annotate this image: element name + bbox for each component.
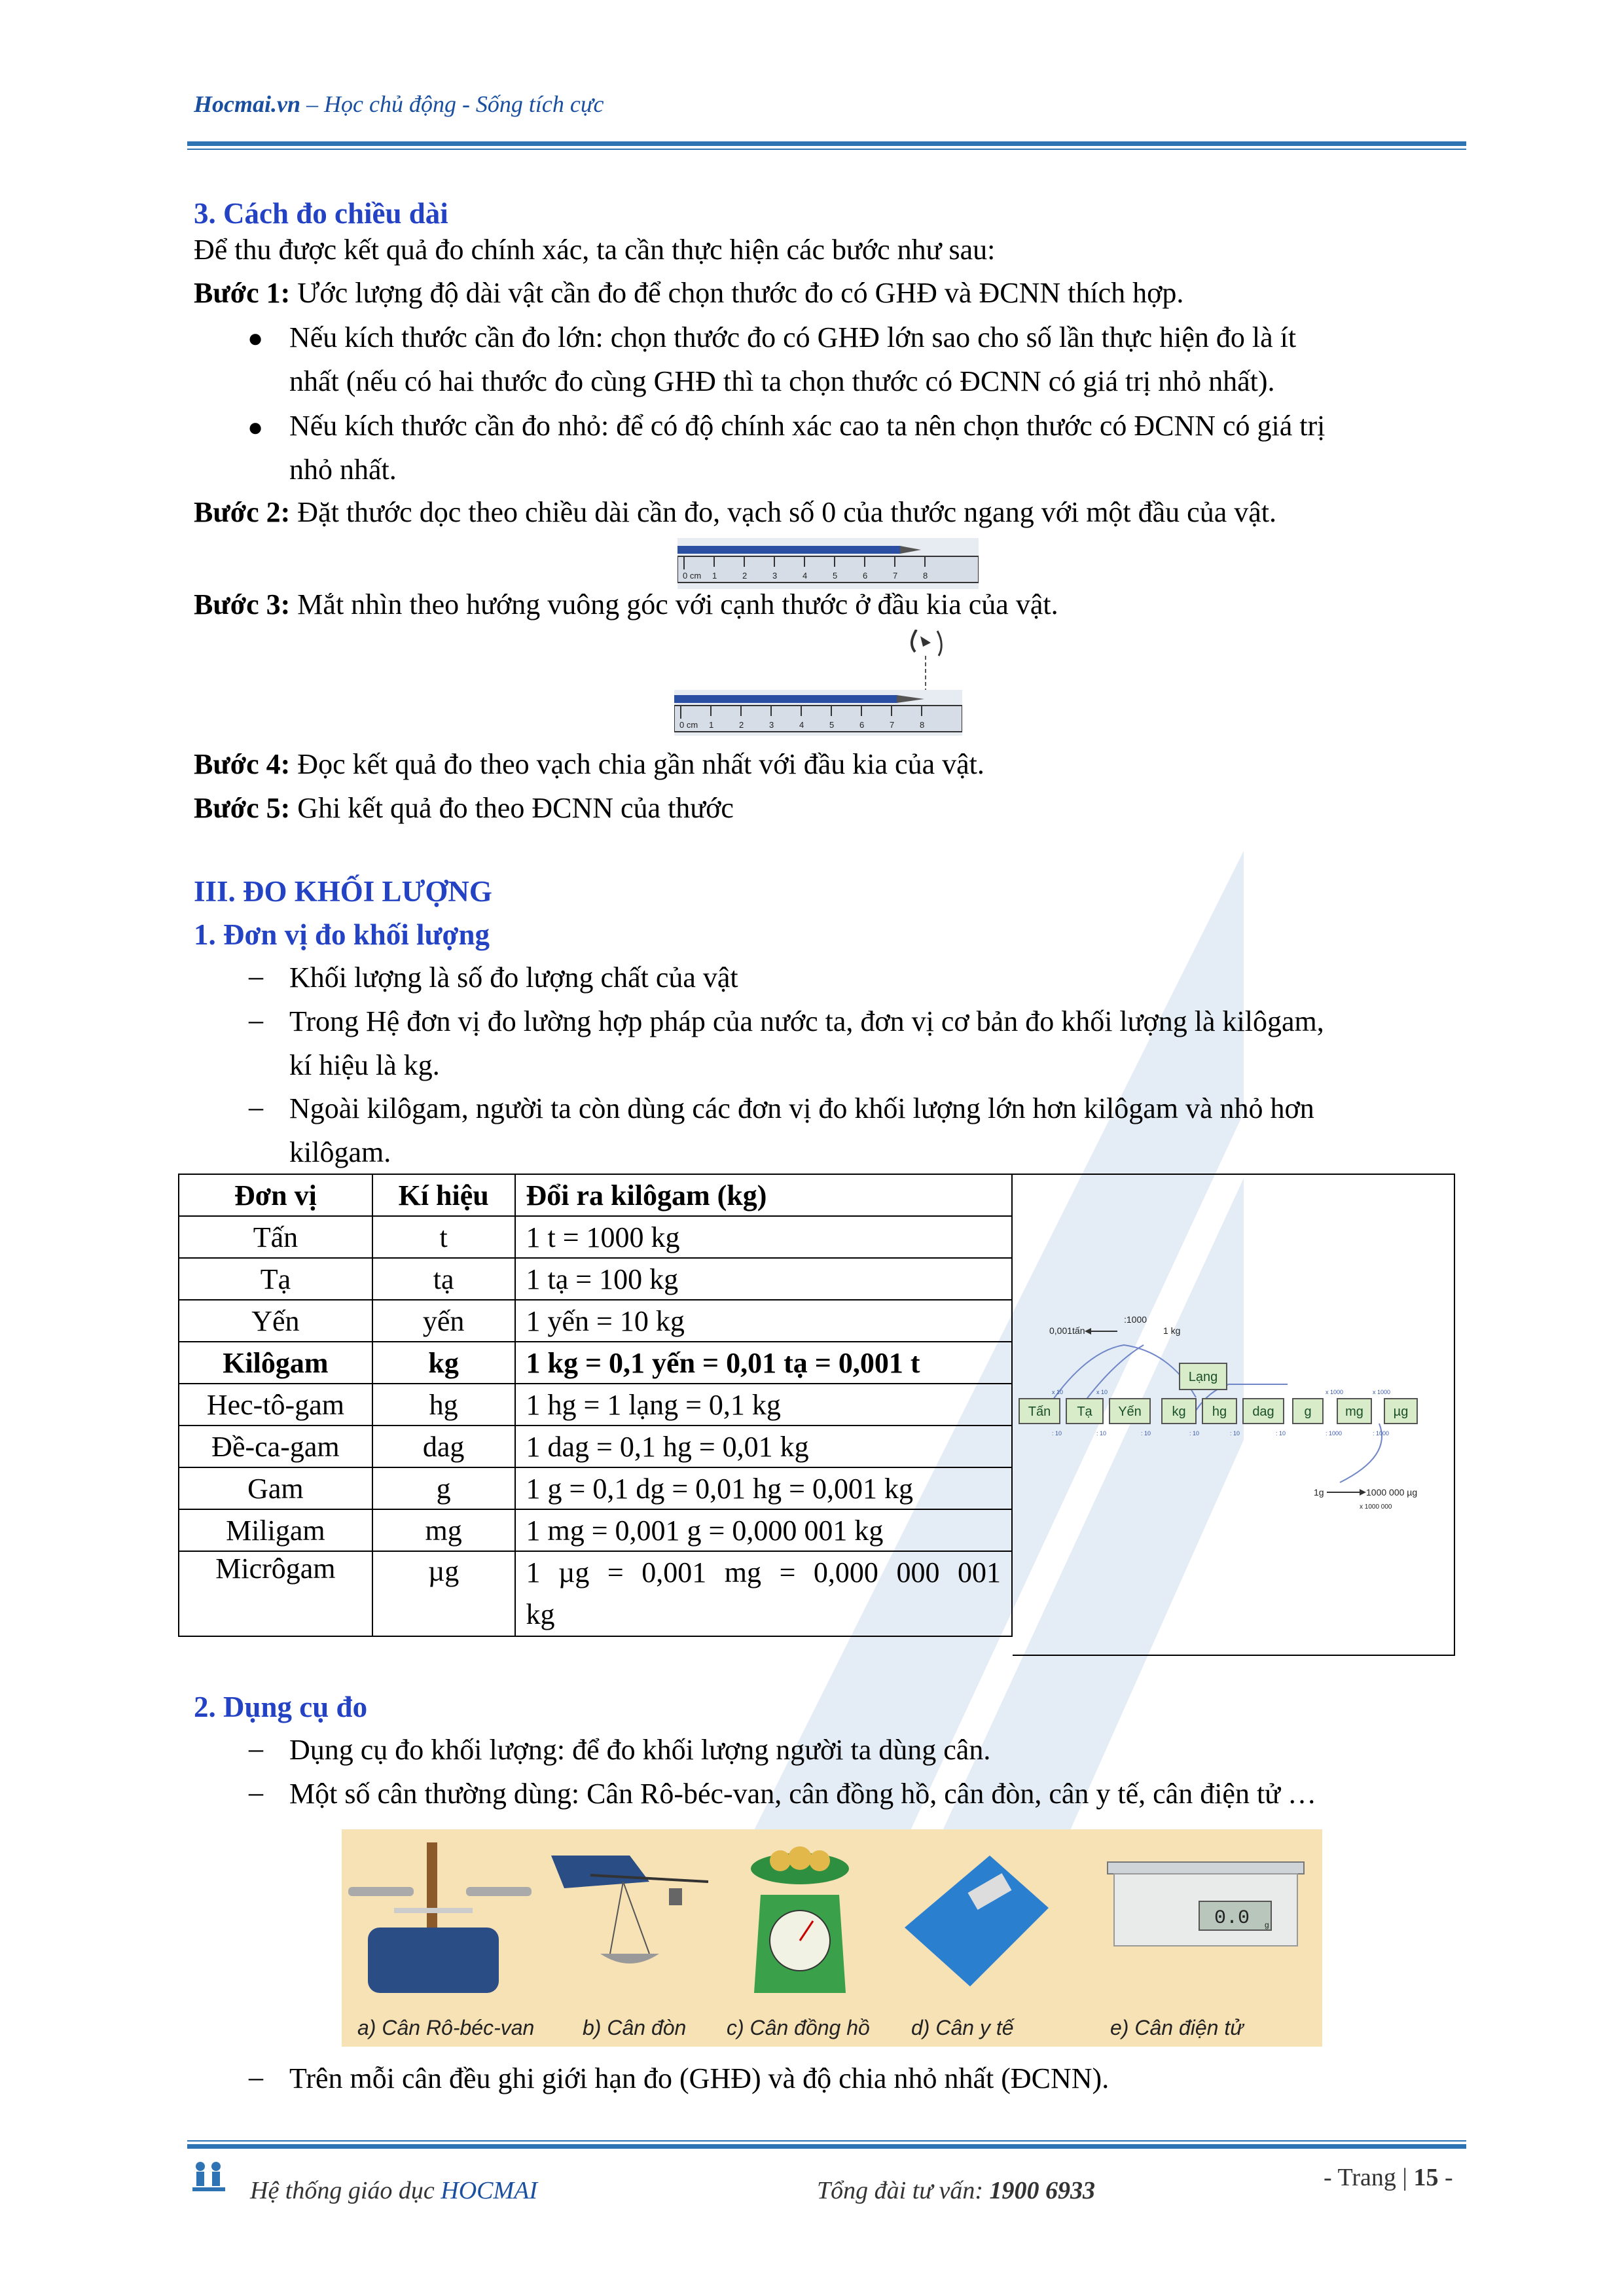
- lang-label: Lạng: [1188, 1370, 1218, 1384]
- table-row: [179, 1342, 1012, 1384]
- table-header: Đổi ra kilôgam (kg): [515, 1174, 1013, 1216]
- div-label: : 10: [1276, 1430, 1286, 1437]
- unit-box-kg: [1162, 1399, 1196, 1424]
- table-cell: dag: [372, 1426, 515, 1467]
- step2: [194, 494, 1276, 531]
- table-cell: 1 kg = 0,1 yến = 0,01 tạ = 0,001 t: [515, 1342, 1013, 1384]
- bullet-dot: ●: [247, 323, 264, 353]
- unit-label: Tấn: [1028, 1405, 1051, 1419]
- tools-item3: Trên mỗi cân đều ghi giới hạn đo (GHĐ) và độ chia nhỏ nhất (ĐCNN).: [289, 2062, 1110, 2094]
- ruler-label: 2: [742, 571, 748, 581]
- footer-page-suffix: -: [1438, 2164, 1453, 2191]
- table-cell: 1 g = 0,1 dg = 0,01 hg = 0,001 kg: [515, 1467, 1013, 1509]
- step3: [194, 586, 1058, 623]
- step4-label: Bước 4:: [194, 748, 291, 780]
- dash-marker: –: [249, 2061, 263, 2093]
- step5: [194, 790, 734, 827]
- ruler-label: 1: [709, 720, 714, 730]
- footer-hotline: [817, 2176, 1095, 2205]
- table-cell: yến: [372, 1300, 515, 1342]
- table-cell: tạ: [372, 1258, 515, 1300]
- caption-bathroom: d) Cân y tế: [911, 2016, 1014, 2039]
- section3-intro: Để thu được kết quả đo chính xác, ta cần thực hiện các bước như sau:: [194, 234, 996, 266]
- table-row: [179, 1426, 1012, 1467]
- ruler-label: 0 cm: [683, 571, 702, 581]
- unit-box-tan: [1019, 1399, 1060, 1424]
- bullet-dot: ●: [247, 412, 264, 442]
- footer-system-name: HOCMAI: [441, 2177, 538, 2204]
- diagram-bottom-mult: x 1000 000: [1360, 1503, 1392, 1511]
- header-rule: [187, 141, 1466, 146]
- table-row: [179, 1551, 1012, 1636]
- header-rule-thin: [187, 149, 1466, 150]
- pencil-body: [674, 695, 897, 703]
- step3-label: Bước 3:: [194, 588, 291, 620]
- ruler-figure-1: [677, 538, 979, 589]
- unit-box-yen: [1110, 1399, 1150, 1424]
- footer-hotline-label: Tổng đài tư vấn:: [817, 2177, 990, 2204]
- table-cell: 1 hg = 1 lạng = 0,1 kg: [515, 1384, 1013, 1426]
- table-cell: Micrôgam: [179, 1551, 372, 1636]
- bullet2-line2: nhỏ nhất.: [289, 454, 397, 486]
- unit-box-ta: [1066, 1399, 1103, 1424]
- ruler-label: 7: [890, 720, 895, 730]
- tools-item2: Một số cân thường dùng: Cân Rô-béc-van, cân đồng hồ, cân đòn, cân y tế, cân điện tử …: [289, 1778, 1317, 1810]
- table-cell: Yến: [179, 1300, 372, 1342]
- table-cell: [515, 1551, 1013, 1636]
- table-cell: 1 t = 1000 kg: [515, 1216, 1013, 1258]
- step5-text: Ghi kết quả đo theo ĐCNN của thước: [290, 792, 734, 824]
- bullet1-line2: nhất (nếu có hai thước đo cùng GHĐ thì ta chọn thước có ĐCNN có giá trị nhỏ nhất).: [289, 365, 1275, 397]
- pencil-body: [677, 546, 900, 554]
- table-cell: Gam: [179, 1467, 372, 1509]
- mass-item2-line1: Trong Hệ đơn vị đo lường hợp pháp của nước ta, đơn vị cơ bản đo khối lượng là kilôgam,: [289, 1005, 1324, 1037]
- header-brand: [194, 90, 604, 118]
- ruler-label: 1: [712, 571, 717, 581]
- section-title-length: 3. Cách đo chiều dài: [194, 197, 448, 230]
- dial-scale-icon: [751, 1846, 849, 1993]
- table-cell: t: [372, 1216, 515, 1258]
- step1-text: Ước lượng độ dài vật cần đo để chọn thước đo có GHĐ và ĐCNN thích hợp.: [290, 277, 1184, 309]
- ruler-label: 8: [923, 571, 928, 581]
- table-cell: 1 mg = 0,001 g = 0,000 001 kg: [515, 1509, 1013, 1551]
- unit-label: Yến: [1118, 1405, 1142, 1419]
- div-label: : 10: [1230, 1430, 1240, 1437]
- table-row: [179, 1216, 1012, 1258]
- conversion-diagram: [1013, 1175, 1454, 1656]
- div-label: : 10: [1141, 1430, 1151, 1437]
- unit-box-g: [1293, 1399, 1323, 1424]
- caption-electronic: e) Cân điện tử: [1110, 2016, 1244, 2039]
- bathroom-scale-icon: [905, 1856, 1049, 1986]
- table-cell: 1 dag = 0,1 hg = 0,01 kg: [515, 1426, 1013, 1467]
- table-cell: hg: [372, 1384, 515, 1426]
- div-label: : 10: [1189, 1430, 1200, 1437]
- footer-rule-thin: [187, 2140, 1466, 2142]
- footer-rule: [187, 2144, 1466, 2149]
- subsection-tools: 2. Dụng cụ đo: [194, 1691, 368, 1723]
- table-cell: µg: [372, 1551, 515, 1636]
- ruler-label: 6: [863, 571, 868, 581]
- unit-label: hg: [1212, 1405, 1227, 1419]
- brand-name: Hocmai.vn: [194, 91, 300, 117]
- div-label: : 10: [1052, 1430, 1062, 1437]
- table-header: Kí hiệu: [372, 1174, 515, 1216]
- table-row: [179, 1258, 1012, 1300]
- hocmai-logo-icon: [191, 2160, 228, 2197]
- mult-label: x 1000: [1373, 1389, 1391, 1395]
- table-cell: Kilôgam: [179, 1342, 372, 1384]
- step5-label: Bước 5:: [194, 792, 291, 824]
- footer-page-prefix: - Trang |: [1324, 2164, 1414, 2191]
- caption-roberval: a) Cân Rô-béc-van: [357, 2016, 535, 2039]
- section-title-mass: III. ĐO KHỐI LƯỢNG: [194, 875, 492, 908]
- dash-marker: –: [249, 960, 263, 992]
- step4: [194, 746, 984, 783]
- subsection-mass-units: 1. Đơn vị đo khối lượng: [194, 918, 490, 951]
- electronic-scale-icon: [1108, 1862, 1304, 1946]
- table-cell: Tạ: [179, 1258, 372, 1300]
- ruler-label: 7: [893, 571, 898, 581]
- bullet2-line1: Nếu kích thước cần đo nhỏ: để có độ chính xác cao ta nên chọn thước có ĐCNN có giá trị: [289, 410, 1326, 442]
- ruler-label: 3: [772, 571, 778, 581]
- ruler-label: 8: [920, 720, 925, 730]
- microgram-line2: kg: [526, 1598, 555, 1630]
- ruler-label: 3: [769, 720, 774, 730]
- ruler-label: 5: [833, 571, 838, 581]
- table-cell: g: [372, 1467, 515, 1509]
- footer-page-number: 15: [1413, 2164, 1439, 2191]
- footer-page: [1324, 2163, 1453, 2192]
- unit-box-ug: [1384, 1399, 1417, 1424]
- unit-box-mg: [1337, 1399, 1371, 1424]
- footer-system: [250, 2176, 537, 2205]
- step3-text: Mắt nhìn theo hướng vuông góc với cạnh thước ở đầu kia của vật.: [290, 588, 1058, 620]
- footer-system-prefix: Hệ thống giáo dục: [250, 2177, 441, 2204]
- scale-display: 0.0: [1214, 1907, 1250, 1929]
- diagram-lang-box: [1180, 1363, 1227, 1390]
- table-row: [179, 1384, 1012, 1426]
- step1: [194, 275, 1183, 312]
- mass-item1: Khối lượng là số đo lượng chất của vật: [289, 961, 738, 994]
- unit-label: dag: [1252, 1405, 1274, 1419]
- tools-item1: Dụng cụ đo khối lượng: để đo khối lượng người ta dùng cân.: [289, 1734, 991, 1766]
- table-row: [179, 1300, 1012, 1342]
- mass-units-table: [178, 1174, 1013, 1637]
- steelyard-scale-icon: [551, 1856, 708, 1964]
- diagram-bottom-left: 1g: [1314, 1487, 1324, 1498]
- div-label: : 10: [1096, 1430, 1107, 1437]
- caption-steelyard: b) Cân đòn: [583, 2016, 687, 2039]
- table-header: Đơn vị: [179, 1174, 372, 1216]
- ruler-label: 4: [799, 720, 804, 730]
- dash-marker: –: [249, 1091, 263, 1123]
- table-cell: Miligam: [179, 1509, 372, 1551]
- step1-label: Bước 1:: [194, 277, 291, 309]
- conversion-diagram-box: [1013, 1174, 1455, 1656]
- unit-label: g: [1304, 1405, 1312, 1419]
- brand-tagline: – Học chủ động - Sống tích cực: [300, 91, 604, 117]
- mass-item2-line2: kí hiệu là kg.: [289, 1049, 440, 1081]
- dash-marker: –: [249, 1732, 263, 1765]
- unit-label: kg: [1172, 1405, 1186, 1419]
- diagram-top-div: :1000: [1124, 1314, 1147, 1325]
- div-label: : 1000: [1373, 1430, 1390, 1437]
- table-cell: Đề-ca-gam: [179, 1426, 372, 1467]
- dash-marker: –: [249, 1004, 263, 1036]
- eye-icon: [912, 630, 941, 656]
- scale-unit: g: [1265, 1920, 1269, 1929]
- table-cell: Hec-tô-gam: [179, 1384, 372, 1426]
- ruler-label: 6: [859, 720, 865, 730]
- mass-item3-line2: kilôgam.: [289, 1136, 391, 1168]
- unit-box-hg: [1202, 1399, 1236, 1424]
- mult-label: x 10: [1052, 1389, 1064, 1395]
- ruler-figure-2: [674, 630, 962, 736]
- bullet1-line1: Nếu kích thước cần đo lớn: chọn thước đo có GHĐ lớn sao cho số lần thực hiện đo là ít: [289, 321, 1297, 353]
- footer-hotline-number: 1900 6933: [989, 2177, 1095, 2204]
- table-row: [179, 1467, 1012, 1509]
- div-label: : 1000: [1326, 1430, 1343, 1437]
- caption-dial: c) Cân đồng hồ: [727, 2016, 870, 2039]
- table-cell: mg: [372, 1509, 515, 1551]
- mass-item3-line1: Ngoài kilôgam, người ta còn dùng các đơn vị đo khối lượng lớn hơn kilôgam và nhỏ hơn: [289, 1092, 1314, 1124]
- unit-label: Tạ: [1077, 1405, 1092, 1419]
- scales-illustrations: [342, 1829, 1322, 2013]
- step2-label: Bước 2:: [194, 496, 291, 528]
- unit-label: mg: [1345, 1405, 1363, 1419]
- dash-marker: –: [249, 1776, 263, 1808]
- unit-label: µg: [1393, 1405, 1409, 1419]
- step2-text: Đặt thước dọc theo chiều dài cần đo, vạch số 0 của thước ngang với một đầu của vật.: [290, 496, 1276, 528]
- ruler-label: 2: [739, 720, 744, 730]
- ruler: [677, 556, 979, 583]
- mult-label: x 1000: [1326, 1389, 1344, 1395]
- ruler-label: 0 cm: [679, 720, 698, 730]
- step4-text: Đọc kết quả đo theo vạch chia gần nhất với đầu kia của vật.: [290, 748, 984, 780]
- table-cell: Tấn: [179, 1216, 372, 1258]
- diagram-top-right: 1 kg: [1163, 1325, 1181, 1336]
- table-cell: kg: [372, 1342, 515, 1384]
- diagram-top-left: 0,001tấn: [1049, 1325, 1085, 1336]
- ruler: [674, 706, 962, 732]
- table-cell: 1 yến = 10 kg: [515, 1300, 1013, 1342]
- mult-label: x 10: [1096, 1389, 1108, 1395]
- roberval-scale-icon: [348, 1842, 532, 1993]
- table-row: [179, 1509, 1012, 1551]
- microgram-line1: 1 µg = 0,001 mg = 0,000 000 001: [526, 1556, 1001, 1588]
- ruler-label: 5: [829, 720, 835, 730]
- diagram-bottom-right: 1000 000 µg: [1366, 1487, 1418, 1498]
- unit-box-dag: [1243, 1399, 1284, 1424]
- ruler-label: 4: [803, 571, 808, 581]
- table-header-row: [179, 1174, 1012, 1216]
- table-cell: 1 tạ = 100 kg: [515, 1258, 1013, 1300]
